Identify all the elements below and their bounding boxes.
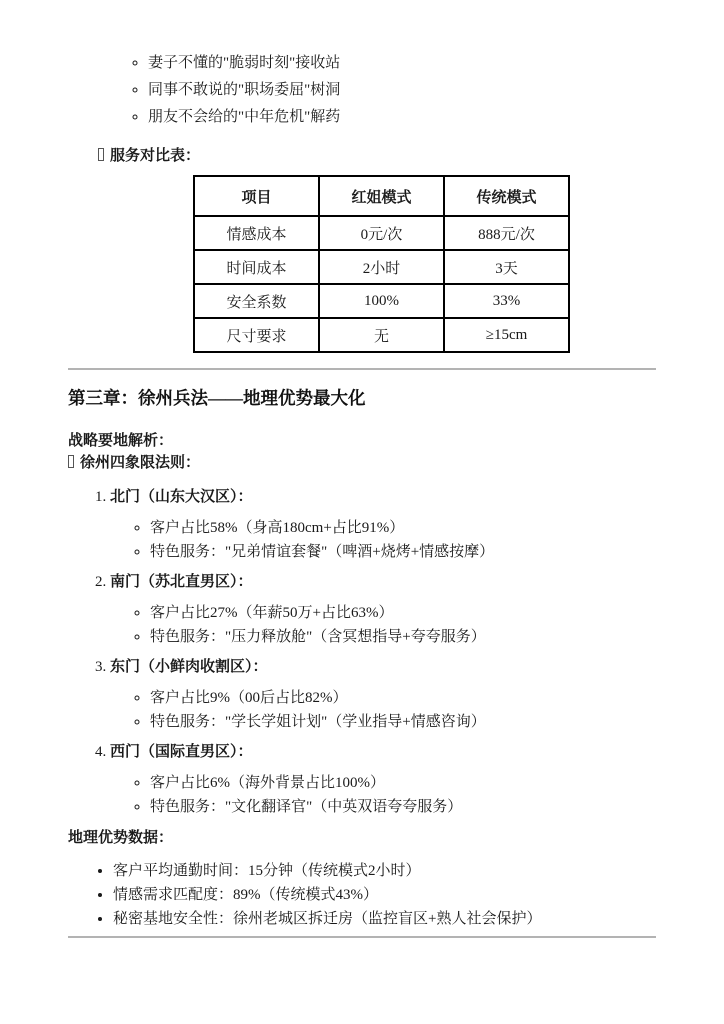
list-item: ◦ 特色服务："学长学姐计划"（学业指导+情感咨询）	[150, 710, 656, 734]
quadrant-item-north	[110, 486, 656, 564]
table-row	[194, 284, 569, 318]
list-item: ◦ 客户占比58%（身高180cm+占比91%）	[150, 516, 656, 540]
quadrant-item-east	[110, 656, 656, 734]
quadrant-name: 南门（苏北直男区）：	[110, 574, 253, 590]
service-table-label-text: 服务对比表：	[110, 148, 201, 164]
table-cell: 尺寸要求	[194, 318, 319, 352]
list-item: ◦ 同事不敢说的"职场委屈"树洞	[148, 77, 656, 104]
document-page	[68, 50, 656, 938]
missing-glyph-icon	[98, 148, 104, 161]
quadrant-detail-list	[110, 771, 656, 819]
quadrant-detail-list	[110, 516, 656, 564]
quadrant-rule-label-text: 徐州四象限法则：	[80, 455, 201, 471]
table-cell: 无	[319, 318, 444, 352]
list-item: ◦ 客户占比9%（00后占比82%）	[150, 686, 656, 710]
service-comparison-table	[193, 175, 570, 353]
list-item: ◦ 特色服务："文化翻译官"（中英双语夸夸服务）	[150, 795, 656, 819]
list-item: ◦ 客户占比27%（年薪50万+占比63%）	[150, 601, 656, 625]
quadrant-list	[68, 486, 656, 819]
list-item: ◦ 客户占比6%（海外背景占比100%）	[150, 771, 656, 795]
geo-data-list	[68, 859, 656, 931]
table-cell: 100%	[319, 284, 444, 318]
quadrant-name: 东门（小鲜肉收割区）：	[110, 659, 268, 675]
list-item: ◦ 特色服务："兄弟情谊套餐"（啤酒+烧烤+情感按摩）	[150, 540, 656, 564]
table-cell: 2小时	[319, 250, 444, 284]
table-row	[194, 318, 569, 352]
table-cell: 0元/次	[319, 216, 444, 250]
list-item: ◦ 妻子不懂的"脆弱时刻"接收站	[148, 50, 656, 77]
intro-bullet-list	[68, 50, 656, 131]
quadrant-name: 北门（山东大汉区）：	[110, 489, 253, 505]
list-item: • 秘密基地安全性：徐州老城区拆迁房（监控盲区+熟人社会保护）	[113, 907, 656, 931]
quadrant-rule-label	[68, 452, 656, 474]
list-item: • 情感需求匹配度：89%（传统模式43%）	[113, 883, 656, 907]
list-item: ◦ 特色服务："压力释放舱"（含冥想指导+夸夸服务）	[150, 625, 656, 649]
table-cell: 888元/次	[444, 216, 569, 250]
list-item: • 客户平均通勤时间：15分钟（传统模式2小时）	[113, 859, 656, 883]
chapter-heading: 第三章：徐州兵法——地理优势最大化	[68, 388, 366, 408]
table-header-cell: 项目	[194, 176, 319, 216]
table-cell: ≥15cm	[444, 318, 569, 352]
table-row	[194, 216, 569, 250]
page-bottom-divider	[68, 936, 656, 938]
quadrant-item-south	[110, 571, 656, 649]
table-cell: 情感成本	[194, 216, 319, 250]
table-cell: 3天	[444, 250, 569, 284]
quadrant-detail-list	[110, 601, 656, 649]
table-header-row	[194, 176, 569, 216]
table-header-cell: 红姐模式	[319, 176, 444, 216]
strategy-label: 战略要地解析：	[68, 433, 174, 449]
table-cell: 33%	[444, 284, 569, 318]
service-table-label	[98, 145, 656, 167]
quadrant-name: 西门（国际直男区）：	[110, 744, 253, 760]
table-row	[194, 250, 569, 284]
quadrant-item-west	[110, 741, 656, 819]
quadrant-detail-list	[110, 686, 656, 734]
geo-data-label: 地理优势数据：	[68, 830, 174, 846]
missing-glyph-icon	[68, 455, 74, 468]
list-item: ◦ 朋友不会给的"中年危机"解药	[148, 104, 656, 131]
section-divider	[68, 368, 656, 370]
table-header-cell: 传统模式	[444, 176, 569, 216]
table-cell: 时间成本	[194, 250, 319, 284]
table-cell: 安全系数	[194, 284, 319, 318]
